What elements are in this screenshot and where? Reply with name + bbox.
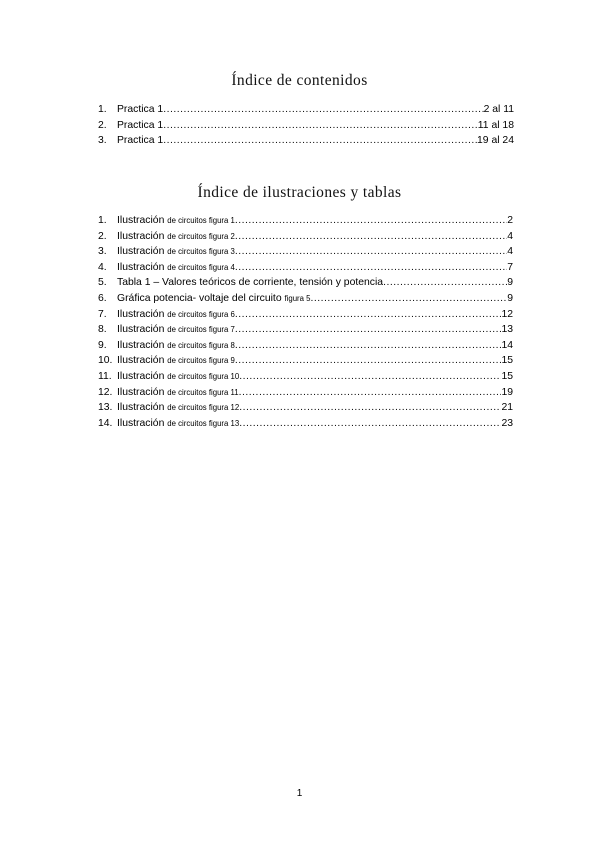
toc-entry[interactable] (0, 416, 599, 432)
toc-entry-title (117, 322, 235, 338)
toc-entry-title-text: Practica 1 (117, 104, 164, 115)
toc-entry[interactable] (0, 385, 599, 401)
toc-entry[interactable] (0, 229, 599, 245)
toc-entry-page: 4 (507, 230, 513, 242)
toc-dot-leader (235, 322, 502, 338)
toc-entry-line (117, 133, 514, 149)
toc-entry-page: 15 (501, 355, 513, 367)
toc-entry-line (117, 260, 513, 276)
toc-entry-title-text: Ilustración (117, 261, 168, 273)
toc-dot-leader (235, 353, 502, 369)
toc-entry-title-text: Practica 1 (117, 119, 164, 131)
toc-entry-title-detail: de circuitos figura 9 (167, 356, 235, 366)
toc-entry-number: 6. (98, 292, 107, 304)
toc-entry-line (117, 400, 513, 416)
toc-dot-leader (239, 416, 501, 432)
toc-entry[interactable] (0, 400, 599, 416)
toc-entry-line (117, 416, 513, 432)
toc-entry-title (117, 338, 235, 354)
toc-entry-line (117, 369, 513, 385)
toc-entry[interactable] (0, 338, 599, 354)
toc-entry-line (117, 213, 513, 229)
toc-entry-title-text: Ilustración (117, 417, 168, 429)
toc-entry-page: 23 (501, 417, 513, 429)
toc-entry-title (117, 213, 235, 229)
toc-entry-title-text: Gráfica potencia- voltaje del circuito (117, 292, 285, 304)
toc-entry-title (117, 385, 239, 401)
toc-entry-page: 14 (501, 339, 513, 351)
toc-dot-leader (235, 338, 502, 354)
toc-entry-title (117, 118, 163, 134)
toc-entry-number: 3. (98, 135, 107, 147)
toc-dot-leader (239, 385, 502, 401)
toc-dot-leader (235, 244, 507, 260)
toc-entry-page: 21 (501, 402, 513, 414)
toc-entry-line (117, 229, 513, 245)
toc-entry-title-detail: de circuitos figura 6 (167, 309, 235, 319)
toc-dot-leader (163, 118, 478, 134)
toc-entry-number: 10. (98, 355, 113, 367)
toc-entry-number: 5. (98, 277, 107, 289)
toc-entry-title-detail: de circuitos figura 1 (167, 216, 235, 225)
page-number: 1 (296, 788, 303, 799)
toc-entry[interactable] (0, 244, 599, 260)
toc-dot-leader (311, 291, 508, 307)
toc-entry-title-detail: de circuitos figura 11 (167, 387, 239, 397)
illustrations-heading: Índice de ilustraciones y tablas (197, 184, 402, 201)
toc-entry-page: 12 (501, 308, 513, 320)
toc-entry-title-detail: de circuitos figura 13 (167, 418, 240, 428)
toc-entry-number: 1. (98, 215, 107, 226)
toc-entry-number: 7. (98, 308, 107, 320)
toc-entry-title-text: Ilustración (117, 308, 168, 320)
toc-entry-title-detail: de circuitos figura 7 (167, 325, 235, 335)
toc-entry-title-text: Ilustración (117, 386, 168, 398)
toc-entry[interactable] (0, 118, 599, 134)
toc-entry-title-detail: de circuitos figura 10 (167, 371, 240, 381)
toc-entry-title-text: Ilustración (117, 230, 168, 242)
toc-entry-number: 1. (98, 104, 107, 115)
toc-entry-title-detail: de circuitos figura 8 (167, 340, 235, 350)
toc-entry-title-detail: de circuitos figura 12 (167, 403, 240, 413)
toc-entry-title (117, 133, 163, 149)
toc-entry-title-text: Ilustración (117, 339, 168, 351)
contents-list (0, 102, 599, 149)
toc-entry-page: 9 (507, 292, 513, 304)
toc-dot-leader (235, 229, 507, 245)
toc-entry-line (117, 102, 514, 118)
toc-entry-line (117, 385, 513, 401)
toc-entry-line (117, 307, 513, 323)
toc-entry-line (117, 322, 513, 338)
toc-entry-title-text: Ilustración (117, 370, 168, 382)
toc-entry-title-detail: de circuitos figura 3 (167, 247, 235, 257)
toc-entry-title-detail: de circuitos figura 2 (167, 231, 235, 241)
toc-entry-title (117, 307, 235, 323)
toc-entry-number: 4. (98, 261, 107, 273)
toc-dot-leader (163, 102, 483, 118)
toc-entry-number: 9. (98, 339, 107, 351)
toc-entry-line (117, 244, 513, 260)
toc-entry-page: 11 al 18 (477, 119, 514, 131)
toc-entry-title-text: Ilustración (117, 402, 168, 414)
toc-entry-number: 3. (98, 246, 107, 258)
toc-entry-line (117, 275, 513, 291)
toc-entry-title (117, 244, 235, 260)
toc-entry[interactable] (0, 322, 599, 338)
contents-heading: Índice de contenidos (231, 72, 368, 89)
toc-dot-leader (239, 400, 501, 416)
toc-entry[interactable] (0, 213, 599, 229)
toc-entry-page: 19 al 24 (477, 135, 514, 147)
toc-entry-title-text: Ilustración (117, 324, 168, 336)
toc-entry[interactable] (0, 353, 599, 369)
toc-entry-title (117, 400, 239, 416)
toc-entry-title-text: Ilustración (117, 246, 168, 258)
toc-dot-leader (163, 133, 477, 149)
toc-dot-leader (235, 213, 507, 229)
toc-entry-line (117, 338, 513, 354)
toc-entry-number: 8. (98, 324, 107, 336)
toc-entry-page: 7 (507, 261, 513, 273)
toc-entry-number: 12. (98, 386, 113, 398)
toc-entry-title (117, 416, 239, 432)
toc-entry-title (117, 229, 235, 245)
toc-entry-title (117, 102, 163, 118)
toc-dot-leader (383, 275, 507, 291)
toc-entry-number: 14. (98, 417, 113, 429)
toc-entry-line (117, 291, 513, 307)
toc-entry[interactable] (0, 369, 599, 385)
toc-entry-number: 13. (98, 402, 113, 414)
toc-entry-title-detail: figura 5 (284, 293, 311, 303)
illustrations-list (0, 213, 599, 431)
toc-entry-number: 11. (98, 370, 112, 382)
toc-entry[interactable] (0, 133, 599, 149)
toc-entry-number: 2. (98, 119, 107, 131)
toc-dot-leader (235, 260, 507, 276)
toc-entry-page: 4 (507, 246, 513, 258)
toc-entry-page: 13 (501, 324, 513, 336)
toc-entry-title (117, 291, 311, 307)
toc-dot-leader (235, 307, 502, 323)
toc-entry-page: 9 (507, 277, 513, 289)
toc-entry-line (117, 118, 514, 134)
toc-entry-title-text: Ilustración (117, 215, 168, 226)
toc-entry[interactable] (0, 291, 599, 307)
toc-entry-title (117, 369, 239, 385)
toc-entry[interactable] (0, 275, 599, 291)
toc-entry-title (117, 353, 235, 369)
toc-entry[interactable] (0, 307, 599, 323)
toc-entry-title (117, 260, 235, 276)
toc-entry-title-detail: de circuitos figura 4 (167, 262, 235, 272)
toc-entry-line (117, 353, 513, 369)
toc-entry-number: 2. (98, 230, 107, 242)
toc-entry-page: 2 al 11 (483, 104, 514, 115)
toc-entry-title-text: Tabla 1 – Valores teóricos de corriente, tensión y potencia (117, 277, 384, 289)
toc-dot-leader (239, 369, 501, 385)
toc-entry[interactable] (0, 260, 599, 276)
toc-entry-page: 2 (507, 215, 513, 226)
toc-entry[interactable] (0, 102, 599, 118)
toc-entry-title-text: Ilustración (117, 355, 168, 367)
toc-entry-title-text: Practica 1 (117, 135, 164, 147)
toc-entry-page: 15 (501, 370, 513, 382)
toc-entry-title (117, 275, 383, 291)
toc-entry-page: 19 (501, 386, 513, 398)
